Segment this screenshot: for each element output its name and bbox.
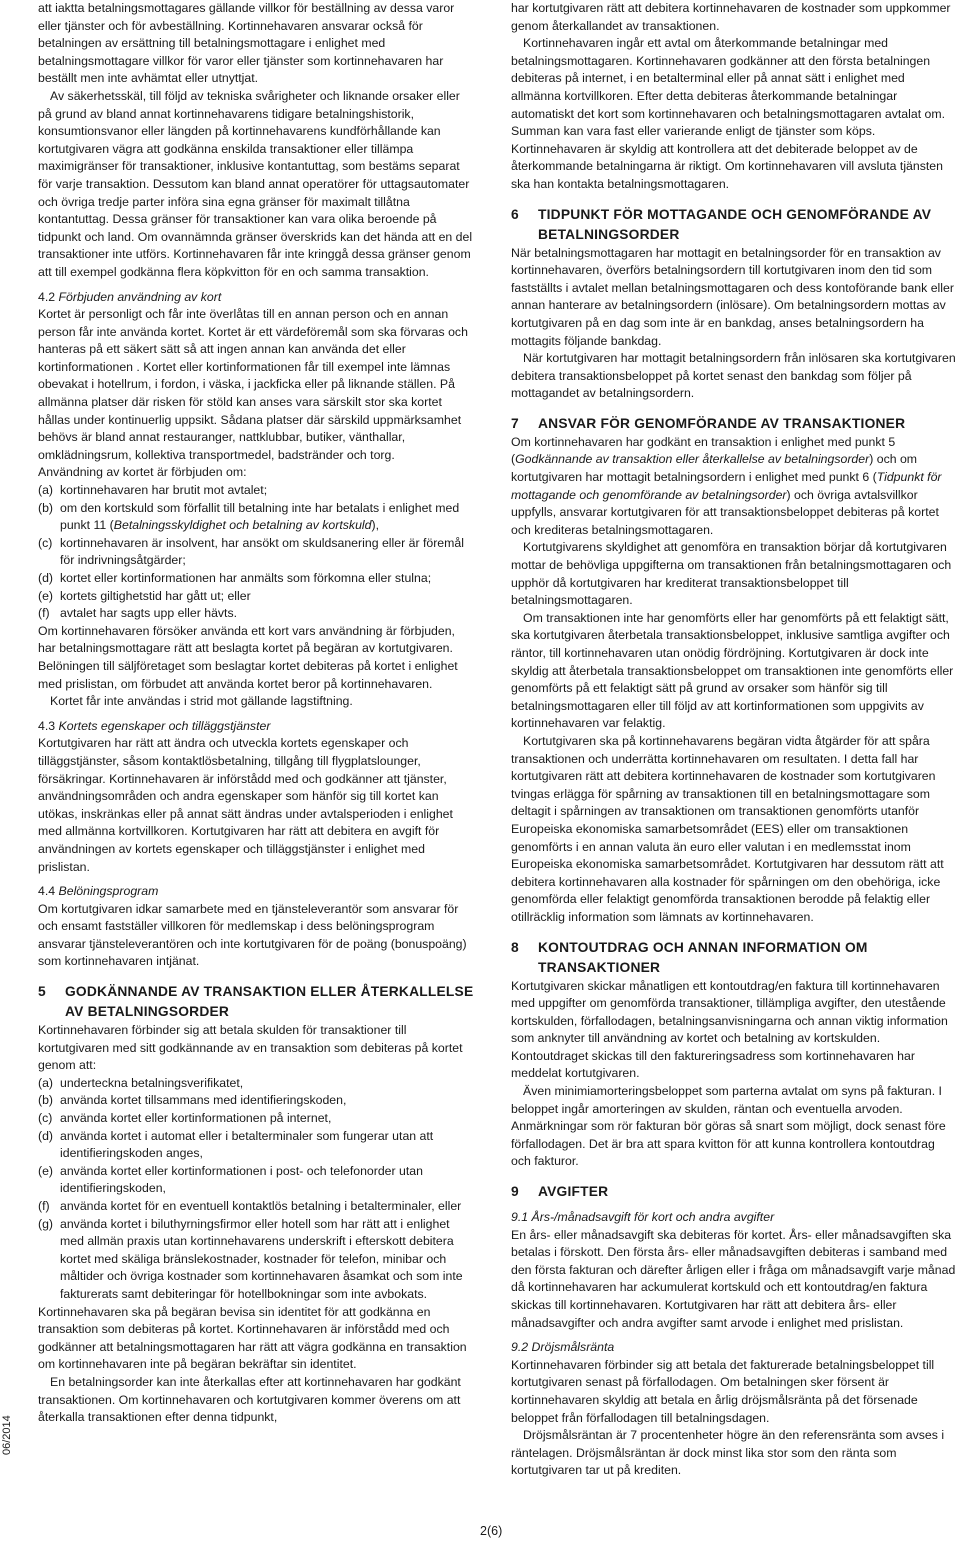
list-item-label: (b) [38,500,54,515]
list-item-text: använda kortet eller kortinformationen i post- och telefonorder utan identifieringskoden, [60,1163,423,1196]
list-item-label: (g) [38,1216,54,1231]
text-part: ) och om kortutgivaren har mottagit betalningsordern i enlighet med punkt 6 ( [511,452,918,485]
liability-paragraph [511,434,957,540]
late-interest-paragraph: Kortinnehavaren förbinder sig att betala det fakturerade betalningsbeloppet till kortutgivaren senast på förfallodagen. Om betalningen sker försent är kortinnehavaren skyldig att betala en årlig dröjsmålsränta på det försenade beloppet från förfallodagen till betalningsdagen. [511,1357,935,1425]
section-number: 6 [511,206,519,222]
minimum-payment-paragraph: Även minimiamorteringsbeloppet som parterna avtalat om syns på fakturan. I beloppet ingår amorteringen av skulden, räntan och eventuella arvoden. Anmärkningar som rör fakturan bör göras så snart som möjligt, dock senast före förfallodagen. Det är bra att spara kvitton för att kunna kontrollera kontoutdrag och fakturor. [511,1084,946,1169]
section-reference: Godkännande av transaktion eller återkallelse av betalningsorder [515,452,870,467]
subsection-title: Dröjsmålsränta [531,1340,615,1355]
list-item-text: kortets giltighetstid har gått ut; eller [60,588,251,603]
text-part: ) och övriga avtalsvillkor uppfylls, ansvarar kortutgivaren för att transaktionsbeloppet debiteras på kortet och krediteras betalningsmottagaren. [511,487,939,537]
continuation-paragraph: har kortutgivaren rätt att debitera kortinnehavaren de kostnader som uppkommer genom återkallandet av transaktionen. [511,1,951,33]
list-item [38,535,474,570]
subsection-title: Belöningsprogram [58,884,159,899]
section-number: 8 [511,939,519,955]
list-item-text: använda kortet i biluthyrningsfirmor eller hotell som har rätt att i enlighet med allmän praxis utan kortinnehavarens underskrift i efterskott debitera kortet med skäliga bränslekostnader, kostnader för telefon, minibar och måltider och övriga kostnader som kortinnehavaren åsamkat och som inte fakturerats samt debiteringar för hotellbokningar som inte avbokats. [60,1216,463,1301]
subsection-number: 4.3 [38,718,56,733]
subsection-4-3-heading [38,718,474,736]
list-item [38,605,474,623]
legislation-paragraph: Kortet får inte användas i strid mot gällande lagstiftning. [50,694,353,709]
list-item-label: (f) [38,1199,50,1213]
list-item [38,1128,474,1163]
list-item-text: avtalet har sagts upp eller hävts. [60,606,238,621]
section-title: AVGIFTER [538,1184,609,1200]
list-item [38,570,474,588]
tracing-paragraph: Kortutgivaren ska på kortinnehavarens begäran vidta åtgärder för att spåra transaktionen och underrätta kortinnehavaren om resultaten. I detta fall har kortutgivaren rätt att debitera kortinnehavaren de kostnader som kortutgivaren tvingas erlägga för spårning av transaktionen till en betalningsmottagare som deltagit i spårningen av transaktionen om transaktionen genomförts utanför Europeiska ekonomiska samarbetsområdet (EES) eller om transaktionen genomförts i en annan valuta än euro eller valutan i en medlemsstat inom Europeiska ekonomiska samarbetsområdet. Kortutgivaren har dessutom rätt att debitera kortinnehavaren alla kostnader för spårningen om den obehöriga, icke genomförda eller felaktigt genomförda transaktionen berodde på felaktig eller otillräcklig information som lämnats av kortinnehavaren. [511,733,944,924]
subsection-4-2-heading [38,289,474,307]
subsection-title: Förbjuden användning av kort [58,289,222,304]
list-item-text [60,500,474,535]
section-8-heading [511,938,957,978]
text-part: Om kortinnehavaren har godkänt en transaktion i enlighet med punkt 5 ( [511,434,896,467]
list-item-text-part: ), [371,518,380,533]
right-column [511,0,957,1480]
list-item [38,1163,474,1198]
list-item-label: (e) [38,1163,54,1178]
refund-paragraph: Om transaktionen inte har genomförts eller har genomförts på ett felaktigt sätt, ska kortutgivaren återbetala transaktionsbeloppet, inklusive samtliga avgifter och räntor, till kortinnehavaren utan onödig fördröjning. Kortutgivaren är dock inte skyldig att återbetala transaktionsbeloppet om transaktionen inte genomförts eller genomförts på ett felaktigt sätt på grund av orsaker som hänför sig till betalningsmottagaren eller till följd av att kortinformationen som uppgivits av kortinnehavaren var felaktig. [511,610,954,731]
section-number: 5 [38,984,46,1000]
subsection-number: 9.2 [511,1340,529,1355]
section-6-heading [511,205,957,245]
obligation-paragraph: Kortutgivarens skyldighet att genomföra en transaktion börjar då kortutgivaren mottar de behövliga uppgifterna om transaktionen från betalningsmottagaren och upphör då kortutgivaren har krediterat transaktionsbeloppet till betalningsmottagaren. [511,540,952,608]
identity-paragraph: Kortinnehavaren ska på begäran bevisa sin identitet för att godkänna en transaktion som debiteras på kortet. Kortinnehavaren är införstådd med och godkänner att betalningsmottagaren har rätt att vägra godkänna en transaktion om kortinnehavaren inte på begäran bekräftar sin identitet. [38,1304,467,1372]
statement-paragraph: Kortutgivaren skickar månatligen ett kontoutdrag/en faktura till kortinnehavaren med uppgifter om genomförda transaktioner, tillämpliga avgifter, den utestående kortskulden, förfallodagen, betalningsanvisningarna och annan viktig information som anknyter till användning av kortet och betalning av kortskulden. Kontoutdraget skickas till den faktureringsadress som kortinnehavaren har meddelat kortutgivaren. [511,978,948,1081]
subsection-number: 4.4 [38,884,56,899]
list-item [38,1198,474,1216]
intro-paragraph: att iaktta betalningsmottagares gällande villkor för beställning av dessa varor eller tjänster och för avbeställning. Kortinnehavaren ansvarar också för betalningen av ersättning till betalningsmottagare i enlighet med betalningsmottagare villkor för varor eller tjänster som kortinnehavaren har beställt men inte avhämtat eller utnyttjat. [38,1,455,86]
card-features-paragraph: Kortutgivaren har rätt att ändra och utveckla kortets egenskaper och tilläggstjänster, såsom kontaktlösbetalning, tillgång till flygplatslounger, försäkringar. Kortinnehavaren är införstådd med och godkänner att tjänster, användningsområden och andra egenskaper som hänför sig till kortet kan utökas, inskränkas eller på annat sätt ändras under avtalsperioden i enlighet med allmänna kortvillkoren. Kortutgivaren har rätt att debitera en avgift för användningen av kortets egenskaper och tilläggstjänster i enlighet med prislistan. [38,736,453,874]
section-title: ANSVAR FÖR GENOMFÖRANDE AV TRANSAKTIONER [538,415,906,431]
list-item [38,482,474,500]
section-number: 9 [511,1184,519,1200]
order-receipt-paragraph: När betalningsmottagaren har mottagit en betalningsorder för en transaktion av kortinnehavaren, överförs betalningsordern till kortutgivaren inom den tid som fastställts i avtalet mellan betalningsmottagaren och dess kontoförande bank eller annan hanterare av betalningsordern (inlösare). Om betalningsordern mottas av kortutgivaren på en dag som inte är en bankdag, anses betalningsordern ha mottagits följande bankdag. [511,245,954,348]
list-item [38,1110,474,1128]
security-limits-paragraph: Av säkerhetsskäl, till följd av tekniska svårigheter och liknande orsaker eller på grund av bland annat kortinnehavarens tidigare betalningshistorik, konsumtionsvanor eller längden på kortinnehavarens kundförhållande kan kortutgivaren vägra att godkänna enskilda transaktioner eller tillämpa maximigränser för transaktioner, inklusive kontantuttag, som bestäms separat för varje transaktion. Dessutom kan bland annat operatörer för uttagsautomater och övriga tredje parter införa sina egna gränser för maximalt tillåtna kontantuttag. Dessa gränser för transaktioner kan vara olika beroende på tidpunkt och land. Om ovannämnda gränser överskrids kan det hända att en del transaktioner inte utförs. Kortinnehavaren får inte kringgå dessa gränser genom att till exempel godkänna flera köpkvitton för en och samma transaktion. [38,88,473,279]
list-item-label: (d) [38,1128,54,1143]
revocation-paragraph: En betalningsorder kan inte återkallas efter att kortinnehavaren har godkänt transaktionen. Om kortinnehavaren och kortutgivaren kommer överens om att återkalla transaktionen efter denna tidpunkt, [38,1374,461,1425]
recurring-payments-paragraph: Kortinnehavaren ingår ett avtal om återkommande betalningar med betalningsmottagaren. Kortinnehavaren godkänner att den första betalningen debiteras på internet, i en betalterminal eller på annat sätt i enlighet med allmänna kortvillkoren. Efter detta debiteras återkommande betalningar automatiskt det kort som kortinnehavaren och betalningsmottagaren avtalat om. Summan kan vara fast eller varierande enligt de tjänster som köps. Kortinnehavaren är skyldig att kontrollera att det debiterade beloppet av de återkommande betalningarna är riktigt. Om kortinnehavaren vill avsluta tjänsten ska han kontakta betalningsmottagaren. [511,36,946,191]
list-item-label: (a) [38,1075,54,1090]
list-item-text: använda kortet i automat eller i betalterminaler som fungerar utan att identifieringskoden anges, [60,1128,434,1161]
list-item [38,1092,474,1110]
section-title: KONTOUTDRAG OCH ANNAN INFORMATION OM TRANSAKTIONER [538,939,868,975]
subsection-number: 9.1 [511,1210,529,1225]
subsection-title: Års-/månadsavgift för kort och andra avgifter [531,1210,775,1225]
section-title: TIDPUNKT FÖR MOTTAGANDE OCH GENOMFÖRANDE AV BETALNINGSORDER [538,206,932,242]
section-7-heading [511,414,957,434]
list-item-label: (f) [38,606,50,621]
version-date: 06/2014 [1,1415,13,1455]
list-item-text: använda kortet för en eventuell kontaktlös betalning i betalterminaler, eller [60,1199,462,1213]
subsection-9-1-heading [511,1209,957,1227]
list-item-label: (b) [38,1093,54,1108]
list-item [38,1216,474,1304]
page-number: 2(6) [480,1524,503,1538]
list-item-text-part: om den kortskuld som förfallit till betalning inte har betalats i enlighet med punkt 11 ( [60,500,460,533]
section-number: 7 [511,415,519,431]
subsection-4-4-heading [38,883,474,901]
subsection-9-2-heading [511,1339,957,1357]
prohibited-use-lead: Användning av kortet är förbjuden om: [38,465,247,480]
list-item-text: kortinnehavaren är insolvent, har ansökt om skuldsanering eller är föremål för indrivningsåtgärder; [60,535,464,568]
section-5-heading [38,982,474,1022]
list-item-text: använda kortet tillsammans med identifieringskoden, [60,1093,347,1108]
list-item-text: kortinnehavaren har brutit mot avtalet; [60,483,268,498]
section-title: GODKÄNNANDE AV TRANSAKTION ELLER ÅTERKALLELSE AV BETALNINGSORDER [65,984,474,1020]
prohibited-use-paragraph: Kortet är personligt och får inte överlåtas till en annan person och en annan person får inte använda kortet. Kortet är ett värdeföremål som ska förvaras och hanteras på ett säkert sätt så att ingen annan kan använda det eller kortinformationen . Kortet eller kortinformationen får till exempel inte lämnas obevakat i hotellrum, i fordon, i väska, i jackficka eller på liknande ställen. På allmänna platser där risken för stöld kan anses vara särskilt stor ska kortet hållas under kontinuerlig uppsikt. Sådana platser där särskild uppmärksamhet behövs är bland annat restauranger, nattklubbar, butiker, vänthallar, omklädningsrum, kollektiva transportmedel, badstränder och torg. [38,307,468,462]
rewards-paragraph: Om kortutgivaren idkar samarbete med en tjänsteleverantör som ansvarar för och ensamt fastställer villkoren för medlemskap i dess belöningsprogram ansvarar tjänsteleverantören och inte kortutgivaren för de poäng (bonuspoäng) som kortinnehavaren intjänat. [38,901,467,969]
list-item-label: (a) [38,483,54,498]
section-reference: Tidpunkt för mottagande och genomförande av betalningsorder [511,470,942,502]
list-item-label: (c) [38,535,53,550]
approval-paragraph: Kortinnehavaren förbinder sig att betala skulden för transaktioner till kortutgivaren med sitt godkännande av en transaktion som debiteras på kortet genom att: [38,1023,463,1073]
annual-fee-paragraph: En års- eller månadsavgift ska debiteras för kortet. Års- eller månadsavgiften ska betalas i förskott. Den första års- eller månadsavgiften debiteras i samband med den första fakturan och därefter årligen eller i fråga om månadsavgift varje månad då kortinnehavaren har ackumulerat kortskuld och ett kontoutdrag/en faktura skickas till kortinnehavaren. Kortutgivaren har rätt att debitera års- eller månadsavgifter och andra avgifter samt arvode i enlighet med prislistan. [511,1227,956,1330]
list-item-label: (c) [38,1111,53,1126]
section-9-heading [511,1182,957,1202]
list-item-reference: Betalningsskyldighet och betalning av kortskuld [113,518,372,533]
subsection-title: Kortets egenskaper och tilläggstjänster [58,718,271,733]
left-column [38,0,474,1427]
order-debit-paragraph: När kortutgivaren har mottagit betalningsordern från inlösaren ska kortutgivaren debitera transaktionsbeloppet på kortet senast den bankdag som följer på mottagandet av betalningsordern. [511,351,956,401]
list-item-label: (d) [38,571,54,585]
list-item [38,1075,474,1093]
card-seizure-paragraph: Om kortinnehavaren försöker använda ett kort vars användning är förbjuden, har betalningsmottagare rätt att beslagta kortet på begäran av kortutgivaren. Belöningen till säljföretaget som beslagtar kortet debiteras på kortet i enlighet med prislistan, om förbudet att använda kortet beror på kortinnehavaren. [38,623,458,691]
list-item-text: kortet eller kortinformationen har anmälts som förkomna eller stulna; [60,571,432,585]
list-item [38,500,474,535]
list-item-text: använda kortet eller kortinformationen på internet, [60,1111,332,1126]
list-item-text: underteckna betalningsverifikatet, [60,1075,244,1090]
subsection-number: 4.2 [38,289,56,304]
list-item-label: (e) [38,588,54,603]
interest-rate-paragraph: Dröjsmålsräntan är 7 procentenheter högre än den referensränta som avses i räntelagen. Dröjsmålsräntan är dock minst lika stor som den ränta som kortutgivaren tar ut på krediten. [511,1428,945,1478]
list-item [38,588,474,606]
